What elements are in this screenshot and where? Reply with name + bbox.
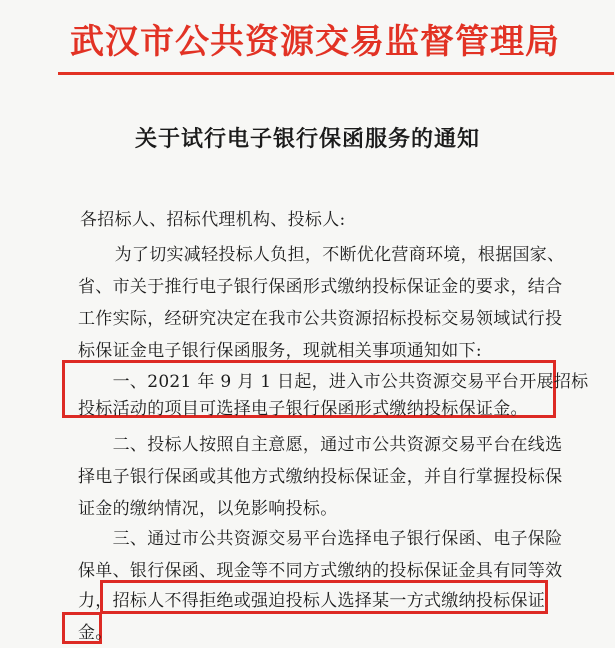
letterhead — [0, 0, 615, 80]
paragraph-line: 投标活动的项目可选择电子银行保函形式缴纳投标保证金。 — [78, 399, 528, 419]
paragraph-line: 一、2021 年 9 月 1 日起，进入市公共资源交易平台开展招标 — [78, 372, 589, 392]
agency-name: 武汉市公共资源交易监督管理局 — [70, 22, 560, 62]
paragraph-line: 省、市关于推行电子银行保函形式缴纳投标保证金的要求，结合 — [78, 277, 563, 297]
paragraph-line: 保单、银行保函、现金等不同方式缴纳的投标保证金具有同等效 — [78, 561, 563, 581]
paragraph-line: 择电子银行保函或其他方式缴纳投标保证金，并自行掌握投标保 — [78, 467, 563, 487]
paragraph-line: 三、通过市公共资源交易平台选择电子银行保函、电子保险 — [78, 529, 563, 549]
paragraph-line: 为了切实减轻投标人负担，不断优化营商环境，根据国家、 — [80, 245, 565, 265]
paragraph-line: 金。 — [78, 623, 113, 643]
letterhead-divider — [58, 72, 614, 75]
salutation: 各招标人、招标代理机构、投标人: — [80, 210, 346, 230]
notice-title: 关于试行电子银行保函服务的通知 — [134, 126, 480, 152]
paragraph-line: 证金的缴纳情况，以免影响投标。 — [78, 499, 338, 519]
paragraph-line: 标保证金电子银行保函服务，现就相关事项通知如下: — [78, 341, 482, 361]
paragraph-line: 力，招标人不得拒绝或强迫投标人选择某一方式缴纳投标保证 — [78, 591, 546, 611]
paragraph-line: 二、投标人按照自主意愿，通过市公共资源交易平台在线选 — [78, 435, 563, 455]
paragraph-line: 工作实际，经研究决定在我市公共资源招标投标交易领域试行投 — [78, 309, 563, 329]
